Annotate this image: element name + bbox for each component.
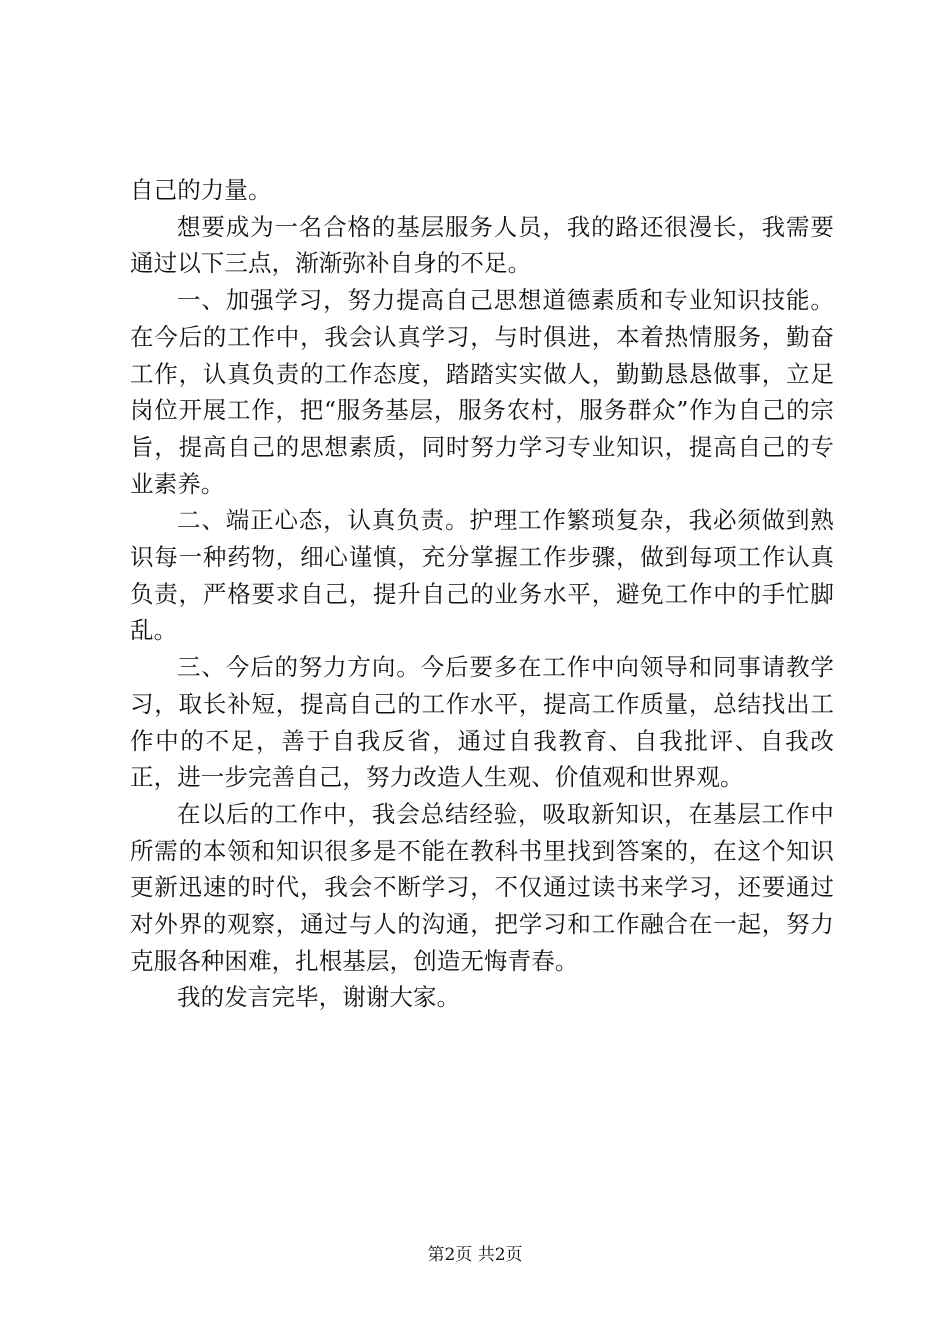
paragraph-conclusion: 在以后的工作中，我会总结经验，吸取新知识，在基层工作中所需的本领和知识很多是不能在教科书里找到答案的，在这个知识更新迅速的时代，我会不断学习，不仅通过读书来学习，还要通过对外界的观察，通过与人的沟通，把学习和工作融合在一起，努力克服各种困难，扎根基层，创造无悔青春。 <box>130 799 834 975</box>
document-body <box>130 172 834 1016</box>
page-number-footer: 第2页 共2页 <box>427 1245 523 1265</box>
paragraph-intro: 想要成为一名合格的基层服务人员，我的路还很漫长，我需要通过以下三点，渐渐弥补自身的不足。 <box>130 212 834 278</box>
paragraph-point-two: 二、端正心态，认真负责。护理工作繁琐复杂，我必须做到熟识每一种药物，细心谨慎，充分掌握工作步骤，做到每项工作认真负责，严格要求自己，提升自己的业务水平，避免工作中的手忙脚乱。 <box>130 506 834 645</box>
paragraph-continued: 自己的力量。 <box>130 176 272 204</box>
paragraph-point-one: 一、加强学习，努力提高自己思想道德素质和专业知识技能。在今后的工作中，我会认真学习，与时俱进，本着热情服务，勤奋工作，认真负责的工作态度，踏踏实实做人，勤勤恳恳做事，立足岗位开展工作，把“服务基层，服务农村，服务群众”作为自己的宗旨，提高自己的思想素质，同时努力学习专业知识，提高自己的专业素养。 <box>130 286 834 498</box>
paragraph-closing: 我的发言完毕，谢谢大家。 <box>177 983 461 1012</box>
paragraph-point-three: 三、今后的努力方向。今后要多在工作中向领导和同事请教学习，取长补短，提高自己的工作水平，提高工作质量，总结找出工作中的不足，善于自我反省，通过自我教育、自我批评、自我改正，进一步完善自己，努力改造人生观、价值观和世界观。 <box>130 653 834 792</box>
